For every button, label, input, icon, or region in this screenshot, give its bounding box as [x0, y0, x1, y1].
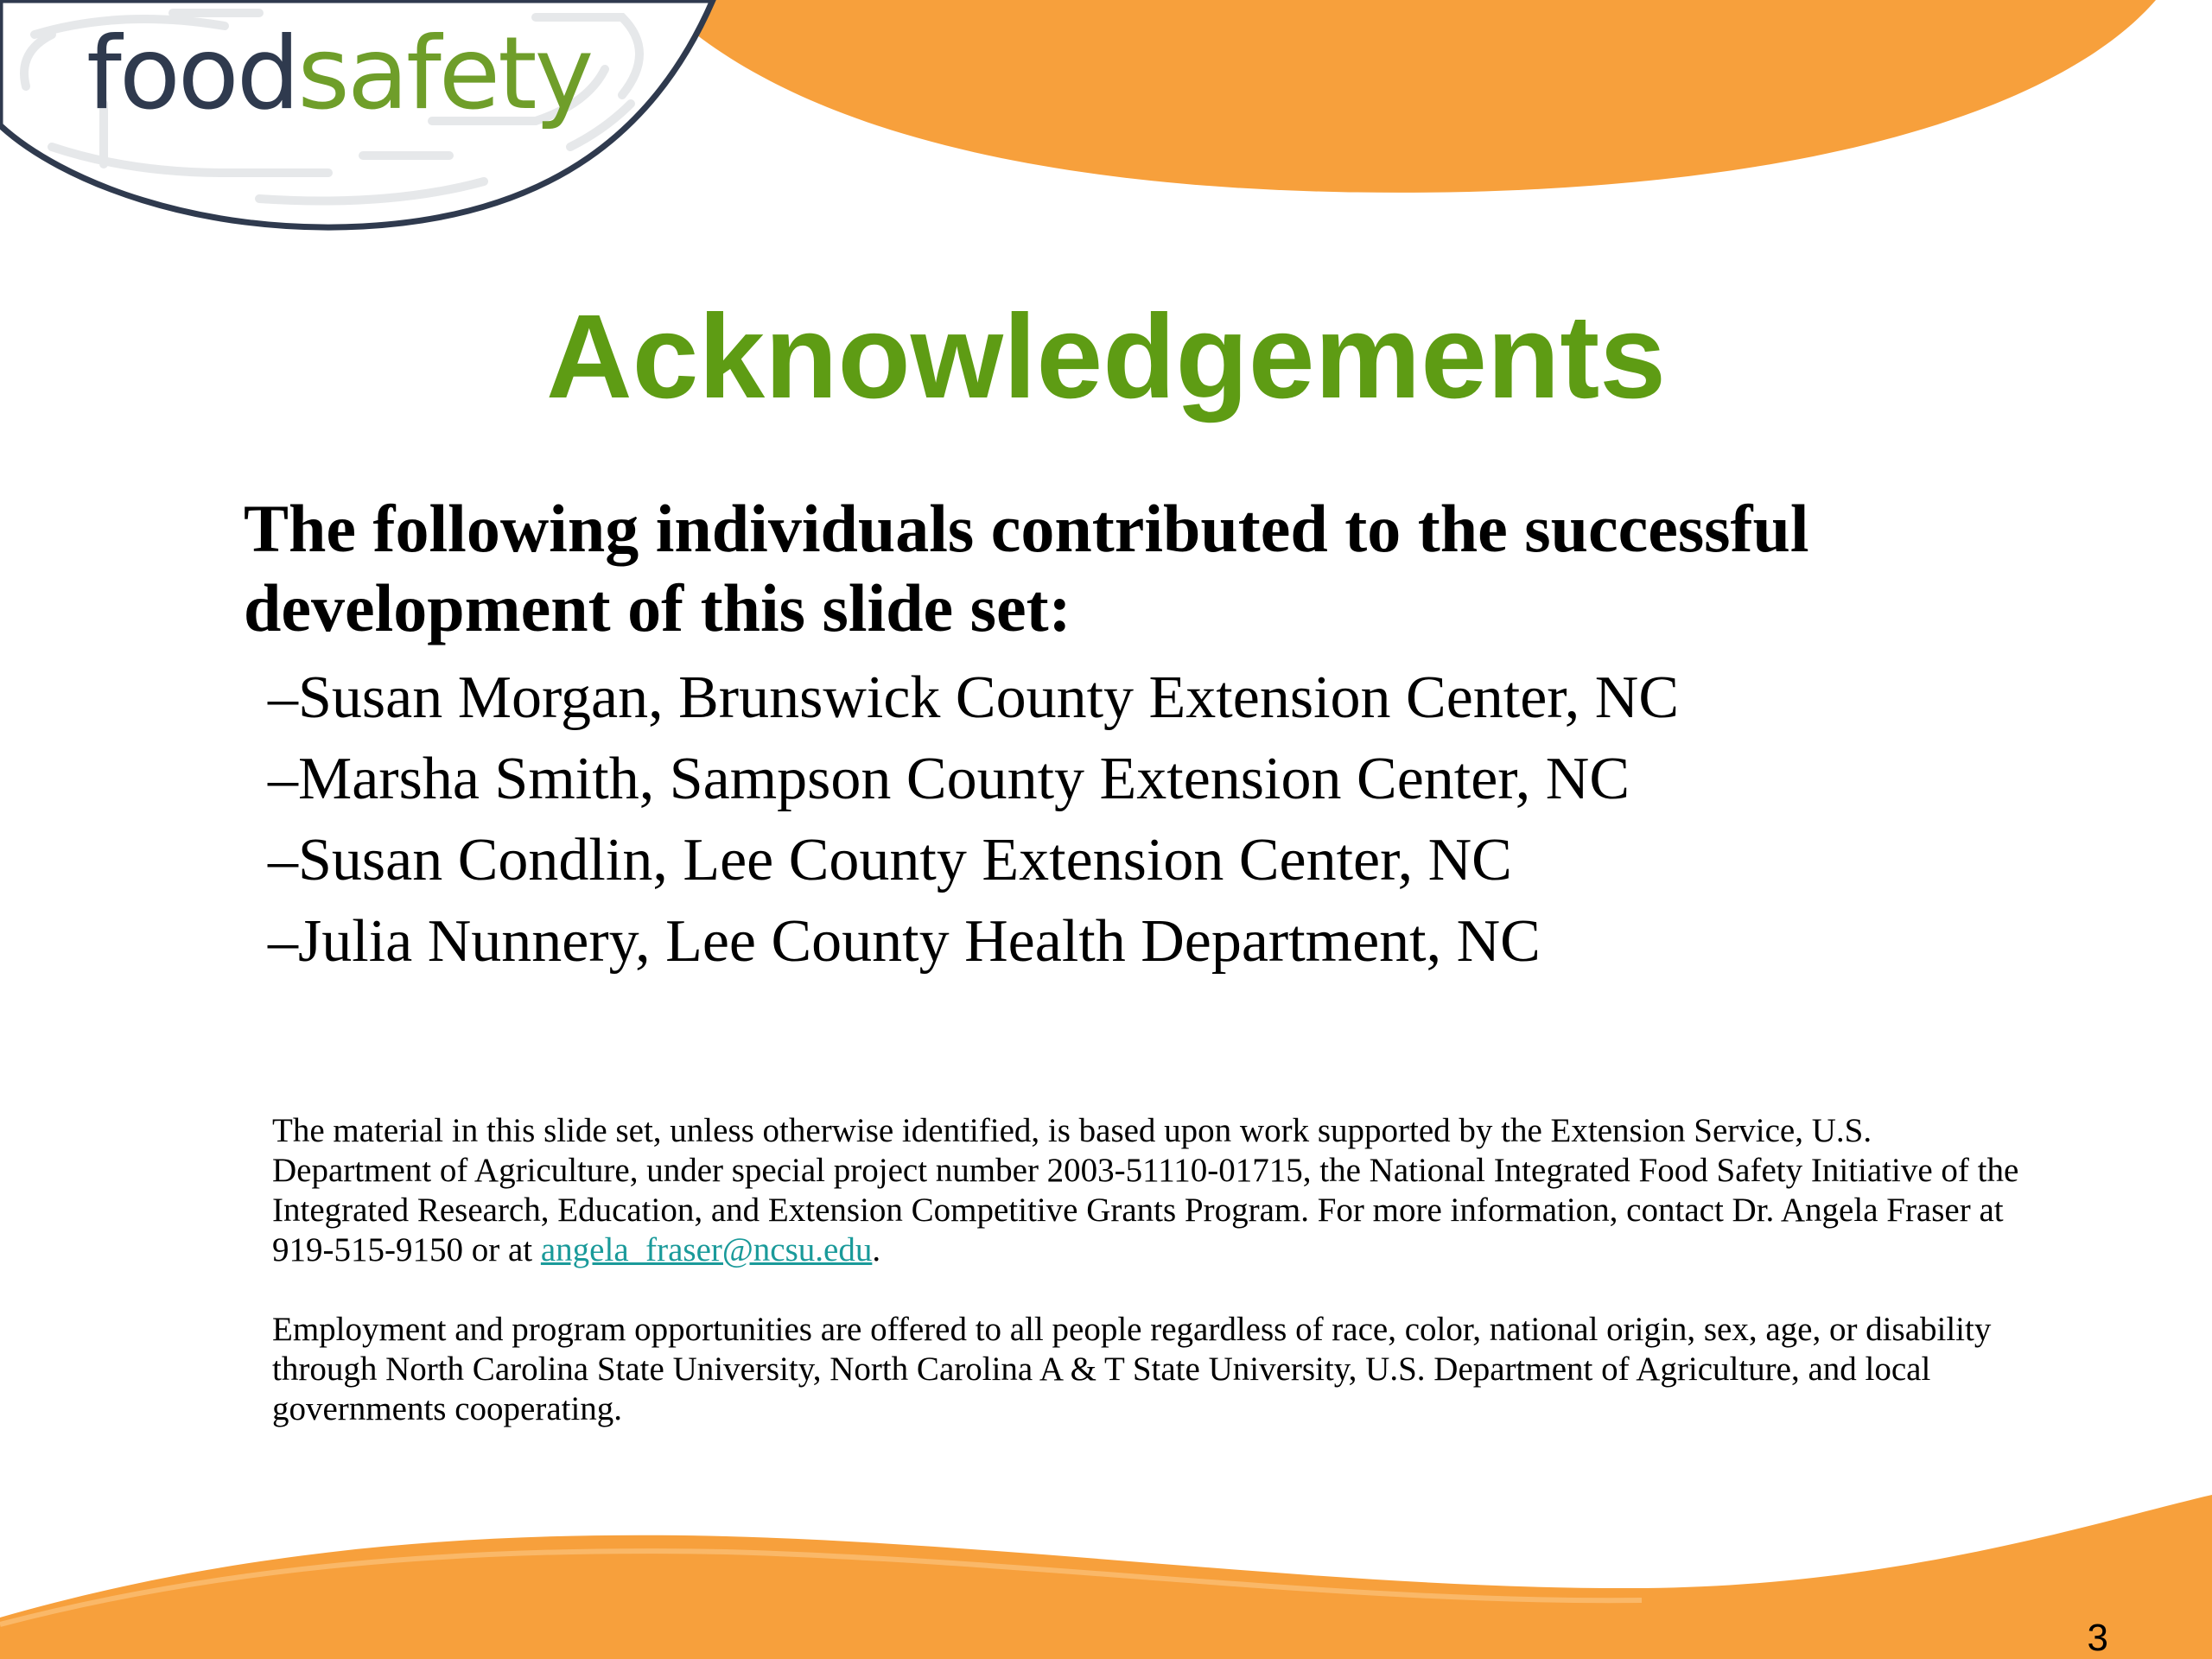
funding-statement: [272, 1111, 2035, 1270]
logo-word-food: food: [86, 16, 298, 132]
page-number: 3: [2087, 1617, 2108, 1659]
equal-opportunity-statement: Employment and program opportunities are offered to all people regardless of race, color, national origin, sex, age, or disability through North Carolina State University, North Carolina A & T State University, U.S. Department of Agriculture, and local governments cooperating.: [272, 1311, 1992, 1427]
contributor-list: [268, 658, 1679, 982]
list-item: –Susan Morgan, Brunswick County Extension Center, NC: [268, 664, 1680, 731]
funding-text: The material in this slide set, unless otherwise identified, is based upon work supported by the Extension Service, U.S. Department of Agriculture, under special project number 2003-51110-01715, the National Integrated Food Safety Initiative of the Integrated Research, Education, and Extension Competitive Grants Program. For more information, contact Dr. Angela Fraser at 919-515-9150 or at: [272, 1112, 2019, 1268]
intro-text: The following individuals contributed to the successful development of this slide set:: [244, 491, 1809, 645]
top-orange-banner: [657, 0, 2156, 193]
slide-title: Acknowledgements: [546, 290, 1666, 423]
funding-text-end: .: [872, 1231, 881, 1268]
bottom-orange-wave: [0, 1495, 2212, 1659]
list-item: –Susan Condlin, Lee County Extension Center, NC: [268, 827, 1512, 893]
logo-word-safety: safety: [297, 16, 592, 132]
foodsafety-logo: [86, 16, 592, 132]
list-item: –Julia Nunnery, Lee County Health Department, NC: [268, 908, 1541, 975]
list-item: –Marsha Smith, Sampson County Extension Center, NC: [268, 746, 1630, 812]
contact-email-link[interactable]: angela_fraser@ncsu.edu: [540, 1231, 873, 1268]
